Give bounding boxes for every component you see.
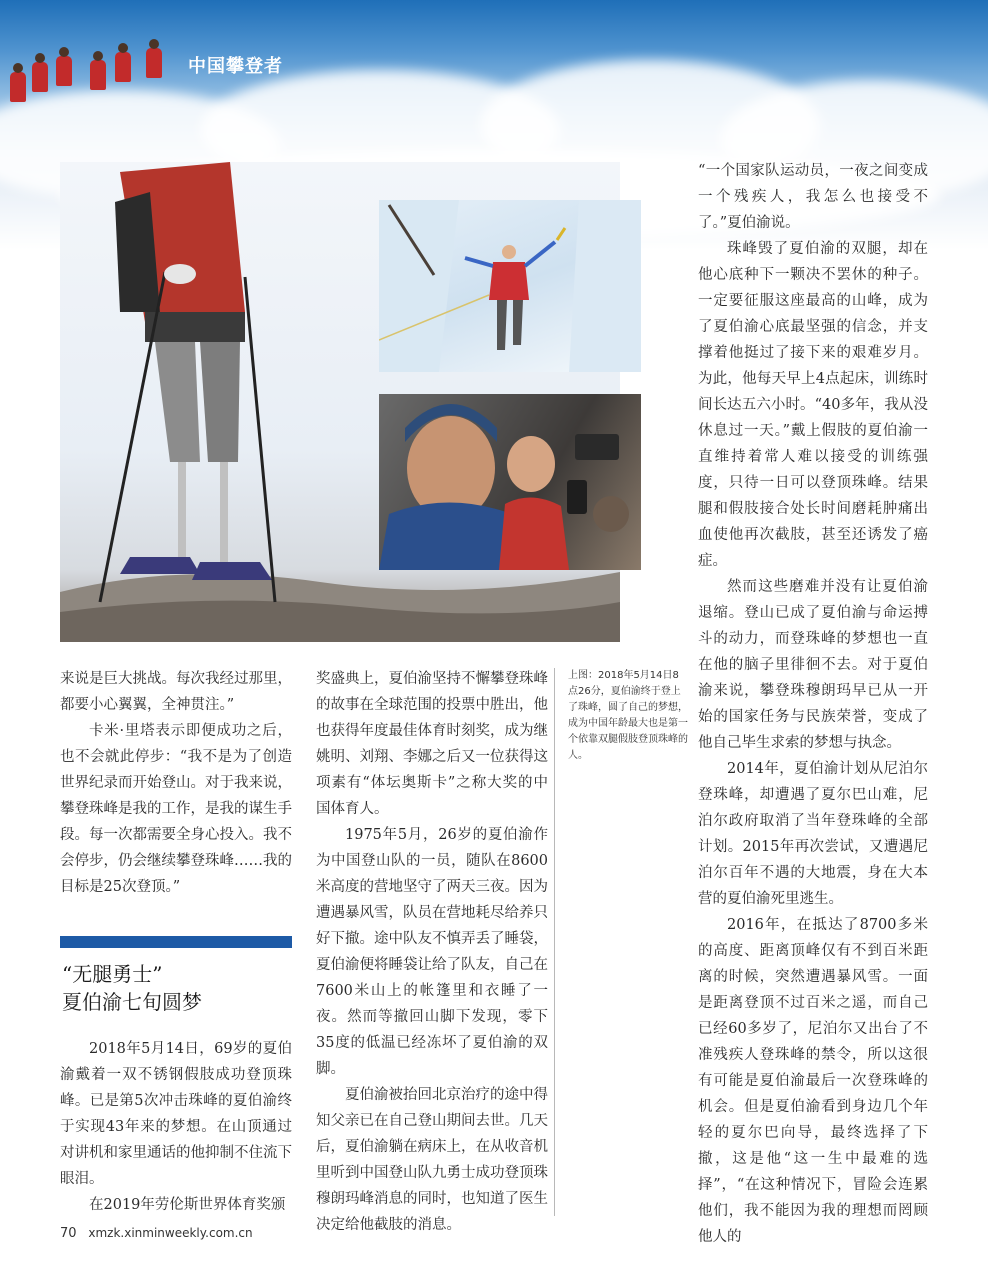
article-paragraph: 1975年5月，26岁的夏伯渝作为中国登山队的一员，随队在8600米高度的营地坚守了两天三夜。因为遭遇暴风雪，队员在营地耗尽给养只好下撤。途中队友不慎弄丢了睡袋，夏伯渝便将睡袋让给了队友，自己在7600米山上的帐篷里和衣睡了一夜。然而等撤回山脚下发现，零下35度的低温已经冻坏了夏伯渝的双脚。	[316, 827, 548, 1077]
subheading-line: 夏伯渝七旬圆梦	[62, 990, 202, 1014]
climber-figure	[115, 52, 131, 82]
article-paragraph: 2018年5月14日，69岁的夏伯渝戴着一双不锈钢假肢成功登顶珠峰。已是第5次冲击珠峰的夏伯渝终于实现43年来的梦想。在山顶通过对讲机和家里通话的他抑制不住流下眼泪。	[60, 1041, 292, 1187]
article-paragraph: 来说是巨大挑战。每次我经过那里，都要小心翼翼，全神贯注。”	[60, 671, 292, 713]
article-paragraph: 2016年，在抵达了8700多米的高度、距离顶峰仅有不到百米距离的时候，突然遭遇暴风雪。一面是距离登顶不过百米之遥，而自己已经60多岁了，尼泊尔又出台了不准残疾人登珠峰的禁令，所以这很有可能是夏伯渝最后一次登珠峰的机会。但是夏伯渝看到身边几个年轻的夏尔巴向导，最终选择了下撤，这是他“这一生中最难的选择”，“在这种情况下，冒险会连累他们，我不能因为我的理想而罔顾他人的	[698, 917, 928, 1245]
article-paragraph: 卡米·里塔表示即便成功之后，也不会就此停步：“我不是为了创造世界纪录而开始登山。对于我来说，攀登珠峰是我的工作，是我的谋生手段。每一次都需要全身心投入。我不会停步，仍会继续攀登珠峰……我的目标是25次登顶。”	[60, 723, 292, 895]
article-paragraph: 然而这些磨难并没有让夏伯渝退缩。登山已成了夏伯渝与命运搏斗的动力，而登珠峰的梦想也一直在他的脑子里徘徊不去。对于夏伯渝来说，攀登珠穆朗玛早已从一开始的国家任务与民族荣誉，变成了他自己毕生求索的梦想与执念。	[698, 579, 928, 751]
press-interview-illustration	[379, 394, 641, 570]
caption-divider-line	[554, 668, 555, 1216]
article-column-right	[698, 158, 928, 1250]
climber-figure	[56, 56, 72, 86]
climber-figure	[90, 60, 106, 90]
article-column-left-continued	[60, 1036, 292, 1218]
article-paragraph: 奖盛典上，夏伯渝坚持不懈攀登珠峰的故事在全球范围的投票中胜出，他也获得年度最佳体育时刻奖，成为继姚明、刘翔、李娜之后又一位获得这项素有“体坛奥斯卡”之称大奖的中国体育人。	[316, 671, 548, 817]
section-label: 中国攀登者	[188, 56, 283, 77]
subheading-line: “无腿勇士”	[62, 962, 163, 986]
climber-figure	[32, 62, 48, 92]
page-number: 70	[60, 1226, 77, 1241]
section-divider-bar	[60, 936, 292, 948]
page-footer	[60, 1226, 253, 1241]
photo-ice-climbing	[379, 200, 641, 372]
section-subheading	[62, 960, 292, 1016]
photo-press-interview	[379, 394, 641, 570]
photo-caption: 上图：2018年5月14日8点26分，夏伯渝终于登上了珠峰，圆了自己的梦想，成为中国年龄最大也是第一个依靠双腿假肢登顶珠峰的人。	[568, 670, 688, 761]
article-paragraph: 2014年，夏伯渝计划从尼泊尔登珠峰，却遭遇了夏尔巴山难，尼泊尔政府取消了当年登珠峰的全部计划。2015年再次尝试，又遭遇尼泊尔百年不遇的大地震，身在大本营的夏伯渝死里逃生。	[698, 761, 928, 907]
article-paragraph: 夏伯渝被抬回北京治疗的途中得知父亲已在自己登山期间去世。几天后，夏伯渝躺在病床上，在从收音机里听到中国登山队九勇士成功登顶珠穆朗玛峰消息的同时，也知道了医生决定给他截肢的消息。	[316, 1087, 548, 1233]
article-column-left	[60, 666, 292, 900]
climber-figure	[10, 72, 26, 102]
article-paragraph: 珠峰毁了夏伯渝的双腿，却在他心底种下一颗决不罢休的种子。一定要征服这座最高的山峰，成为了夏伯渝心底最坚强的信念，并支撑着他挺过了接下来的艰难岁月。为此，他每天早上4点起床，训练时间长达五六小时。“40多年，我从没休息过一天。”戴上假肢的夏伯渝一直维持着常人难以接受的训练强度，只待一日可以登顶珠峰。结果腿和假肢接合处长时间磨耗肿痛出血使他再次截肢，甚至还诱发了癌症。	[698, 241, 928, 569]
article-column-middle	[316, 666, 548, 1238]
climber-figure	[146, 48, 162, 78]
ice-climber-illustration	[379, 200, 641, 372]
article-paragraph: 在2019年劳伦斯世界体育奖颁	[89, 1197, 286, 1213]
article-paragraph: “一个国家队运动员，一夜之间变成一个残疾人，我怎么也接受不了。”夏伯渝说。	[698, 163, 928, 231]
website-link[interactable]: xmzk.xinminweekly.com.cn	[88, 1226, 253, 1240]
